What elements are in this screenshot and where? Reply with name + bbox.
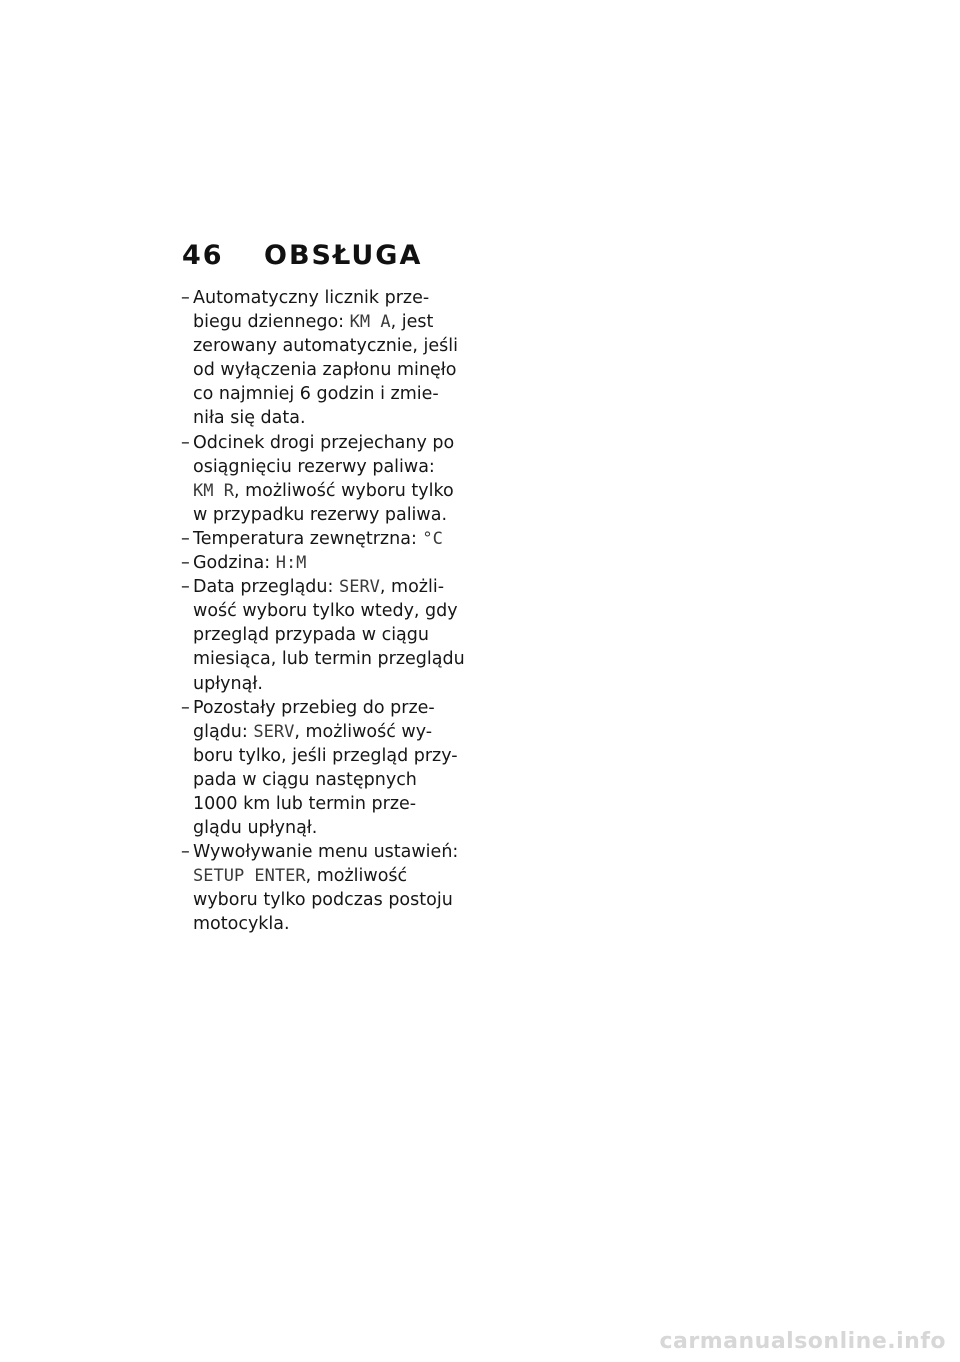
text-segment: motocykla.: [193, 914, 290, 935]
text-line: [193, 864, 467, 888]
list-item: [182, 527, 467, 551]
text-segment: Godzina:: [193, 553, 276, 574]
bullet-dash: –: [181, 432, 190, 453]
bullet-dash: –: [181, 553, 190, 574]
text-segment: Pozostały przebieg do prze-: [193, 697, 435, 718]
text-segment: , możli-: [379, 577, 445, 598]
text-line: [193, 431, 467, 455]
display-code: SERV: [253, 721, 295, 742]
text-line: [193, 912, 467, 936]
page-header: [182, 240, 422, 271]
text-line: [193, 551, 467, 575]
display-code: H:M: [275, 553, 307, 574]
bullet-dash: –: [181, 697, 190, 718]
display-code: KM A: [349, 312, 391, 333]
text-segment: upłynął.: [193, 673, 263, 694]
text-line: [193, 334, 467, 358]
bullet-dash: –: [181, 288, 190, 308]
text-segment: niła się data.: [193, 408, 306, 429]
text-segment: , możliwość: [305, 866, 408, 887]
section-title: OBSŁUGA: [264, 240, 423, 271]
text-line: [193, 479, 467, 503]
display-code: SETUP ENTER: [193, 866, 306, 887]
text-segment: Odcinek drogi przejechany po: [193, 432, 455, 453]
list-item: [182, 840, 467, 936]
text-line: [193, 286, 467, 310]
list-item: [182, 431, 467, 527]
text-line: [193, 358, 467, 382]
text-segment: wość wyboru tylko wtedy, gdy: [193, 601, 458, 622]
text-segment: od wyłączenia zapłonu minęło: [193, 360, 457, 381]
text-segment: Temperatura zewnętrzna:: [193, 528, 423, 549]
text-segment: Automatyczny licznik prze-: [193, 288, 430, 308]
text-segment: , możliwość wy-: [294, 721, 433, 742]
text-line: [193, 888, 467, 912]
text-line: [193, 623, 467, 647]
text-segment: przegląd przypada w ciągu: [193, 625, 429, 646]
text-line: [193, 816, 467, 840]
text-line: [193, 382, 467, 406]
bullet-dash: –: [181, 577, 190, 598]
text-line: [193, 768, 467, 792]
text-line: [193, 406, 467, 430]
text-segment: wyboru tylko podczas postoju: [193, 890, 453, 911]
watermark: carmanualsonline.info: [659, 1329, 946, 1354]
text-segment: miesiąca, lub termin przeglądu: [193, 649, 465, 670]
text-line: [193, 696, 467, 720]
list-item: [182, 696, 467, 841]
text-line: [193, 527, 467, 551]
text-segment: pada w ciągu następnych: [193, 769, 417, 790]
text-line: [193, 744, 467, 768]
text-line: [193, 455, 467, 479]
text-segment: osiągnięciu rezerwy paliwa:: [193, 456, 435, 477]
text-segment: co najmniej 6 godzin i zmie-: [193, 384, 439, 405]
display-code: °C: [422, 528, 443, 549]
text-segment: , jest: [390, 312, 434, 333]
bullet-dash: –: [181, 842, 190, 863]
text-line: [193, 575, 467, 599]
list-item: [182, 286, 467, 431]
list-item: [182, 551, 467, 575]
text-line: [193, 840, 467, 864]
text-segment: 1000 km lub termin prze-: [193, 793, 417, 814]
text-segment: glądu:: [193, 721, 254, 742]
display-code: KM R: [193, 480, 234, 501]
text-line: [193, 503, 467, 527]
bullet-dash: –: [181, 528, 190, 549]
page-number: 46: [182, 240, 224, 271]
text-segment: zerowany automatycznie, jeśli: [193, 336, 459, 357]
text-segment: Data przeglądu:: [193, 577, 339, 598]
text-line: [193, 720, 467, 744]
text-line: [193, 647, 467, 671]
text-segment: Wywoływanie menu ustawień:: [193, 842, 459, 863]
text-segment: , możliwość wyboru tylko: [233, 480, 454, 501]
text-line: [193, 792, 467, 816]
text-segment: glądu upłynął.: [193, 818, 318, 839]
text-segment: biegu dziennego:: [193, 312, 350, 333]
text-line: [193, 599, 467, 623]
text-line: [193, 672, 467, 696]
text-line: [193, 310, 467, 334]
text-segment: w przypadku rezerwy paliwa.: [193, 504, 448, 525]
list-item: [182, 575, 467, 695]
display-code: SERV: [338, 577, 380, 598]
text-segment: boru tylko, jeśli przegląd przy-: [193, 745, 458, 766]
display-options-list: [182, 286, 467, 937]
